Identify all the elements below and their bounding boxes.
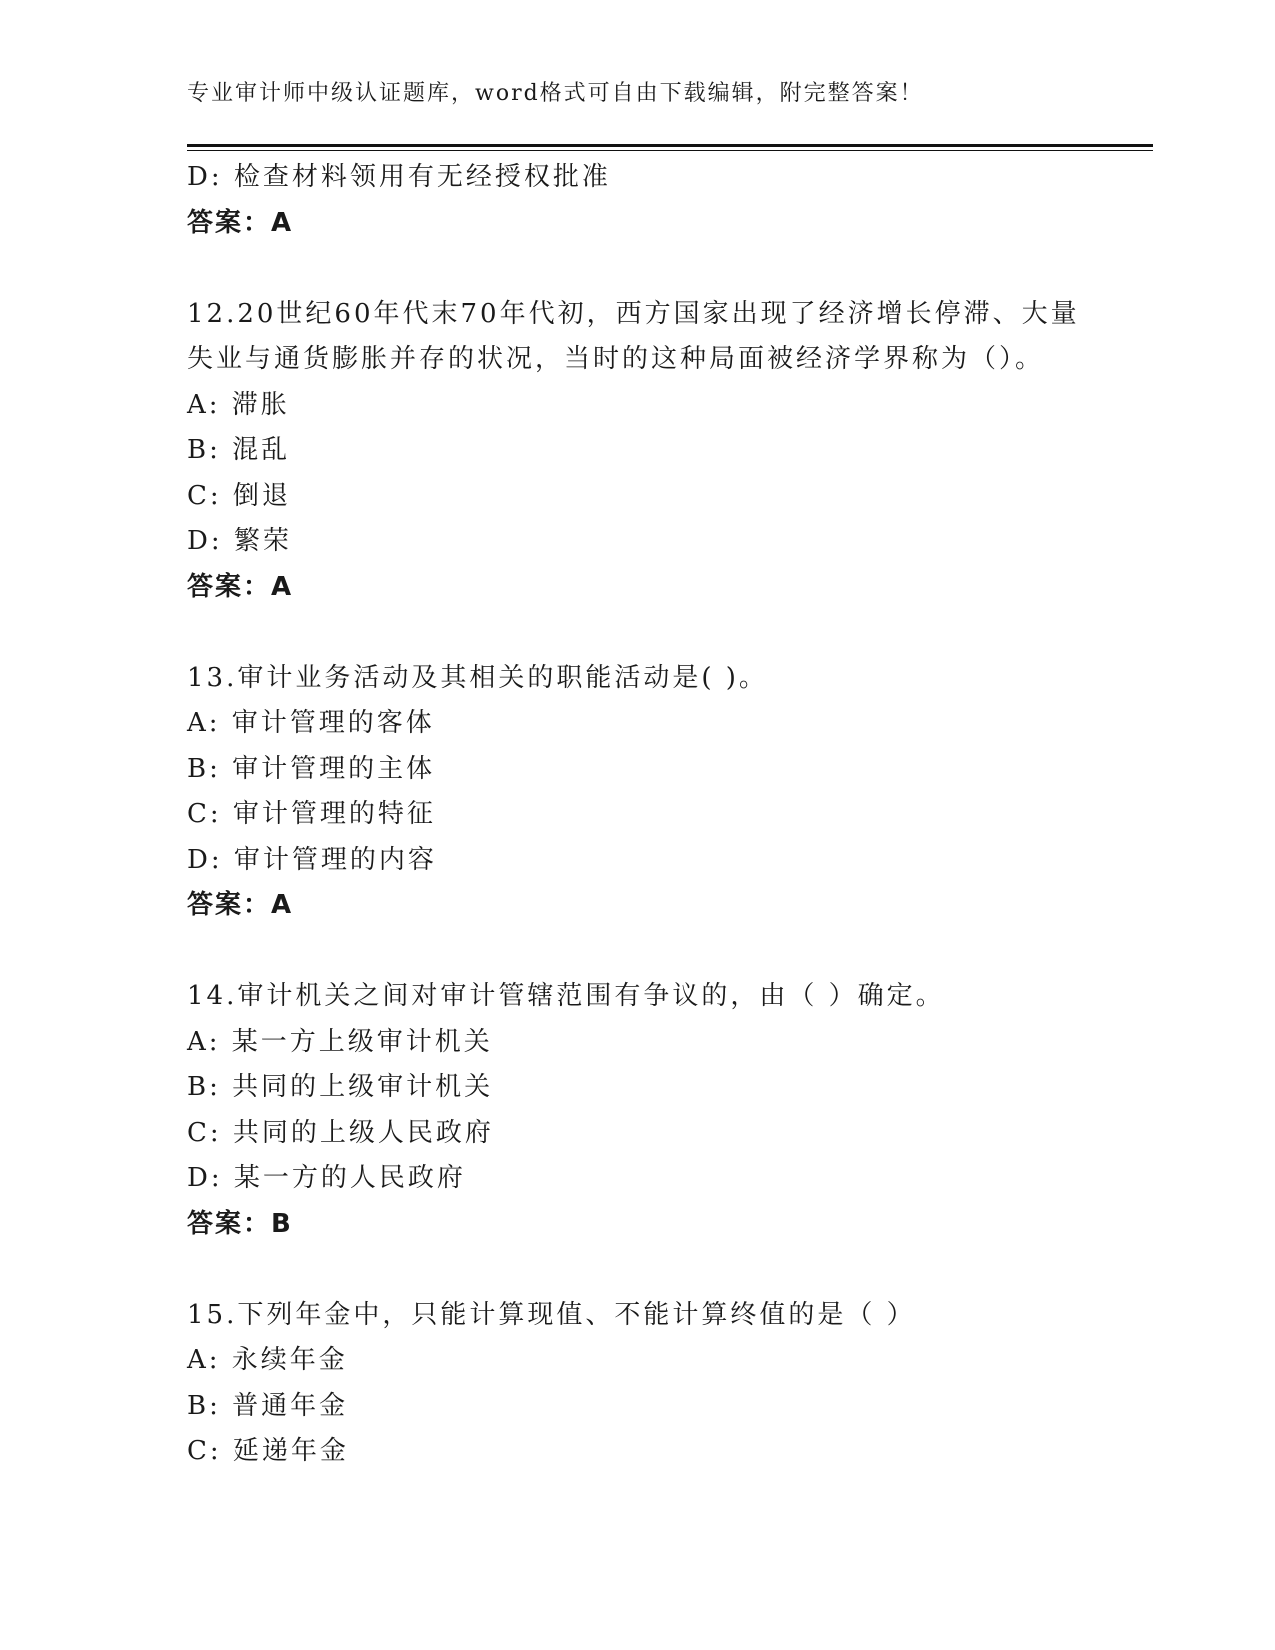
page-header-text: 专业审计师中级认证题库，word格式可自由下载编辑，附完整答案！: [187, 81, 924, 106]
question-list: [187, 155, 1087, 1475]
question-stem-line: 12.20世纪60年代末70年代初，西方国家出现了经济增长停滞、大量: [187, 298, 1080, 329]
question-block: [187, 656, 1087, 929]
option-d: D: 某一方的人民政府: [187, 1163, 466, 1193]
option-a: A: 某一方上级审计机关: [187, 1026, 493, 1057]
option-d: D: 检查材料领用有无经授权批准: [187, 162, 611, 192]
answer-line: 答案：A: [187, 890, 294, 920]
answer-line: 答案：A: [187, 207, 294, 238]
option-a: A: 永续年金: [187, 1345, 348, 1375]
option-d: D: 审计管理的内容: [187, 844, 437, 875]
option-d: D: 繁荣: [187, 526, 292, 556]
option-a: A: 审计管理的客体: [187, 708, 435, 738]
question-stem-line: 15.下列年金中，只能计算现值、不能计算终值的是（ ）: [187, 1299, 916, 1330]
question-stem-line: 14.审计机关之间对审计管辖范围有争议的，由（ ）确定。: [187, 981, 945, 1011]
option-c: C: 审计管理的特征: [187, 799, 436, 829]
option-b: B: 共同的上级审计机关: [187, 1072, 494, 1102]
question-block: [187, 974, 1087, 1247]
question-stem-line: 失业与通货膨胀并存的状况，当时的这种局面被经济学界称为（）。: [187, 344, 1045, 374]
option-b: B: 混乱: [187, 435, 291, 465]
question-block: [187, 155, 1087, 246]
option-a: A: 滞胀: [187, 389, 290, 420]
answer-line: 答案：A: [187, 571, 294, 602]
answer-line: 答案：B: [187, 1208, 293, 1239]
option-b: B: 审计管理的主体: [187, 753, 436, 784]
option-c: C: 延递年金: [187, 1436, 349, 1466]
question-block: [187, 1293, 1087, 1475]
option-c: C: 倒退: [187, 480, 291, 511]
header-rule-thin: [187, 150, 1153, 151]
question-block: [187, 292, 1087, 611]
option-c: C: 共同的上级人民政府: [187, 1117, 494, 1148]
option-b: B: 普通年金: [187, 1390, 349, 1421]
header-rule-thick: [187, 144, 1153, 147]
question-stem-line: 13.审计业务活动及其相关的职能活动是( )。: [187, 662, 768, 693]
